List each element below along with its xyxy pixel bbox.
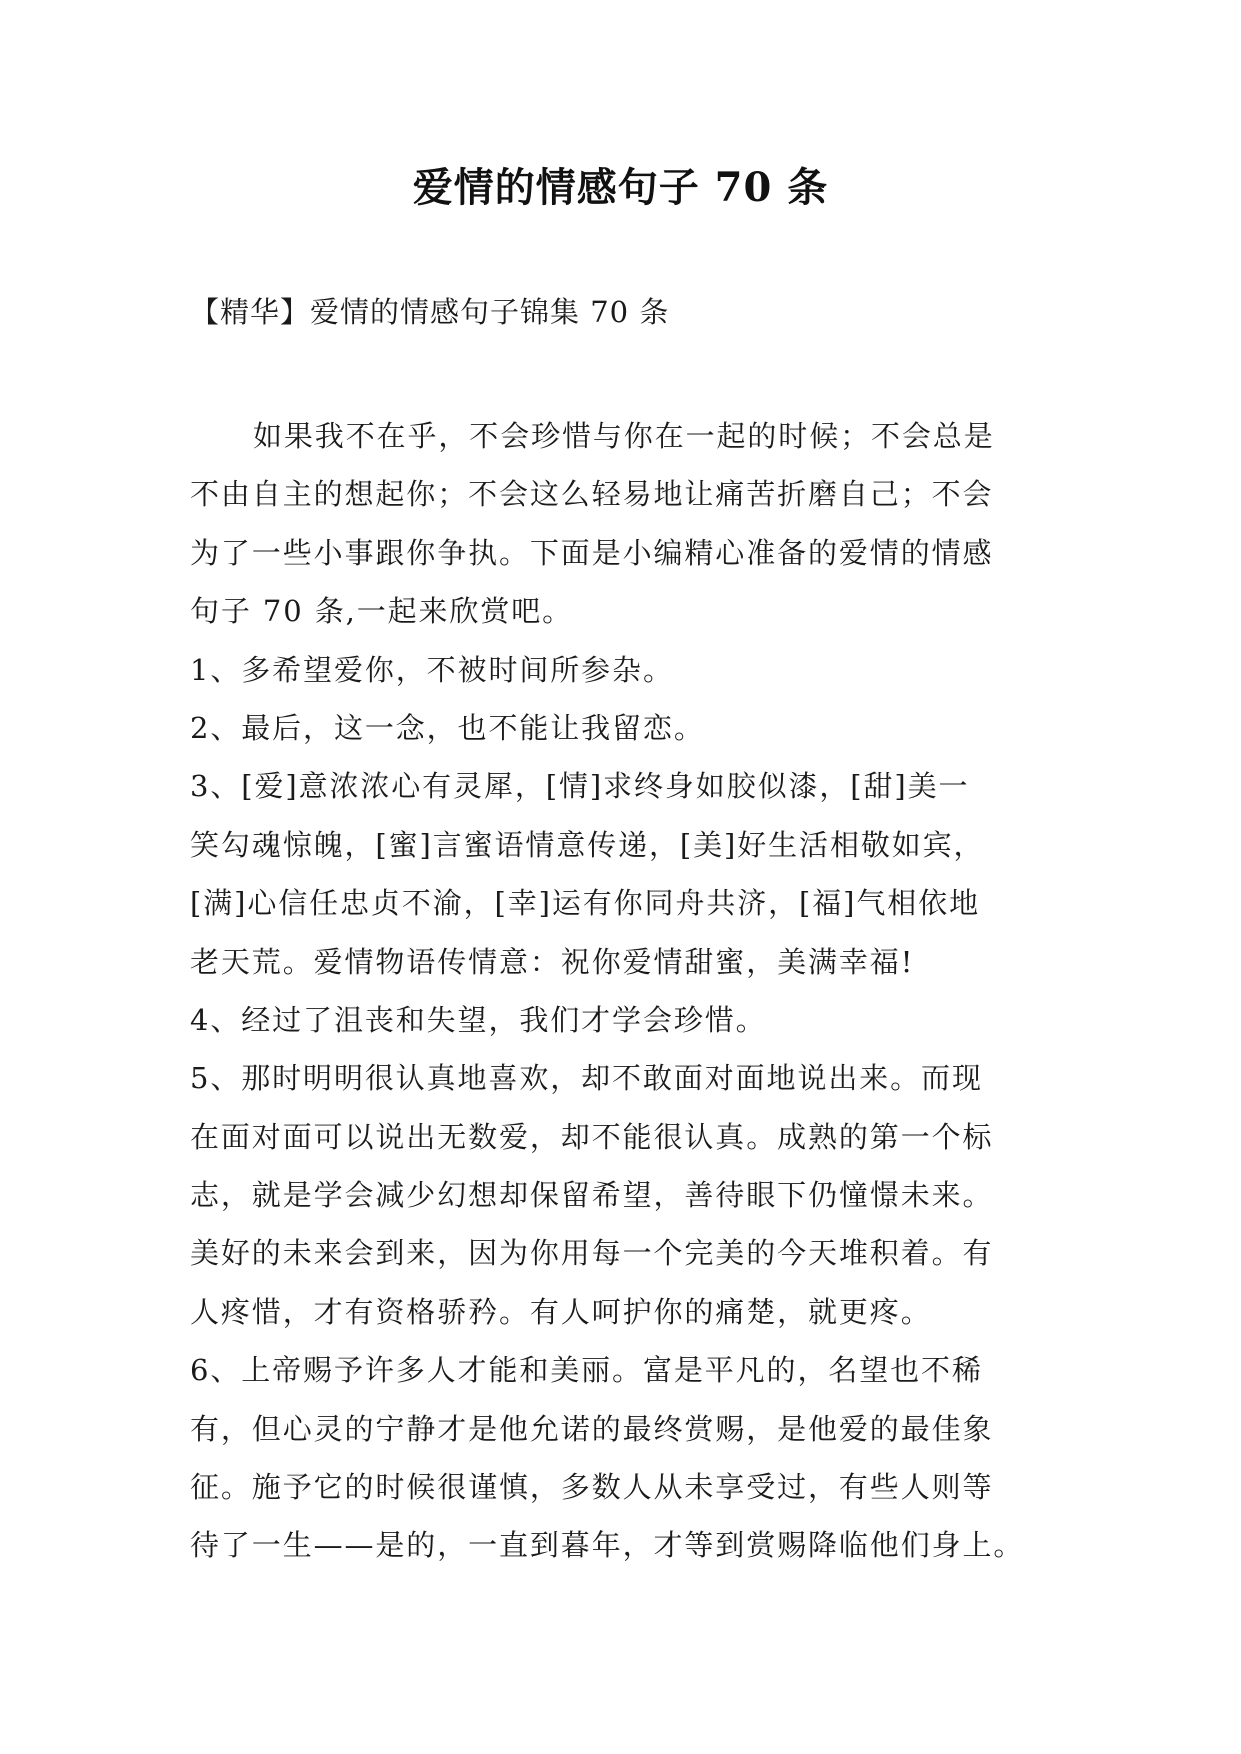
list-item: 6、上帝赐予许多人才能和美丽。富是平凡的，名望也不稀 bbox=[190, 1353, 983, 1388]
intro-line: 句子 70 条,一起来欣赏吧。 bbox=[190, 594, 574, 629]
intro-line: 为了一些小事跟你争执。下面是小编精心准备的爱情的情感 bbox=[190, 535, 994, 570]
list-item-continuation: 待了一生——是的，一直到暮年，才等到赏赐降临他们身上。 bbox=[190, 1528, 1025, 1563]
list-item-continuation: 老天荒。爱情物语传情意：祝你爱情甜蜜，美满幸福! bbox=[190, 944, 915, 979]
list-item: 3、[爱]意浓浓心有灵犀，[情]求终身如胶似漆，[甜]美一 bbox=[190, 769, 970, 804]
list-item-continuation: 志，就是学会减少幻想却保留希望，善待眼下仍憧憬未来。 bbox=[190, 1178, 994, 1213]
intro-line: 不由自主的想起你；不会这么轻易地让痛苦折磨自己；不会 bbox=[190, 477, 994, 512]
intro-line: 如果我不在乎，不会珍惜与你在一起的时候；不会总是 bbox=[253, 419, 995, 453]
list-item-continuation: 有，但心灵的宁静才是他允诺的最终赏赐，是他爱的最佳象 bbox=[190, 1411, 994, 1446]
list-item-continuation: 征。施予它的时候很谨慎，多数人从未享受过，有些人则等 bbox=[190, 1470, 994, 1505]
list-item: 5、那时明明很认真地喜欢，却不敢面对面地说出来。而现 bbox=[190, 1061, 983, 1096]
list-item: 4、经过了沮丧和失望，我们才学会珍惜。 bbox=[190, 1002, 767, 1037]
list-item: 2、最后，这一念，也不能让我留恋。 bbox=[190, 710, 705, 745]
list-item-continuation: 人疼惜，才有资格骄矜。有人呵护你的痛楚，就更疼。 bbox=[190, 1294, 932, 1329]
list-item-continuation: [满]心信任忠贞不渝，[幸]运有你同舟共济，[福]气相依地 bbox=[190, 886, 980, 921]
list-item-continuation: 美好的未来会到来，因为你用每一个完美的今天堆积着。有 bbox=[190, 1236, 994, 1271]
document-subtitle: 【精华】爱情的情感句子锦集 70 条 bbox=[190, 295, 670, 329]
document-title: 爱情的情感句子 70 条 bbox=[412, 164, 829, 211]
list-item-continuation: 在面对面可以说出无数爱，却不能很认真。成熟的第一个标 bbox=[190, 1119, 994, 1154]
list-item: 1、多希望爱你，不被时间所参杂。 bbox=[190, 652, 674, 687]
document-body bbox=[190, 407, 1060, 1575]
list-item-continuation: 笑勾魂惊魄，[蜜]言蜜语情意传递，[美]好生活相敬如宾， bbox=[190, 827, 985, 862]
